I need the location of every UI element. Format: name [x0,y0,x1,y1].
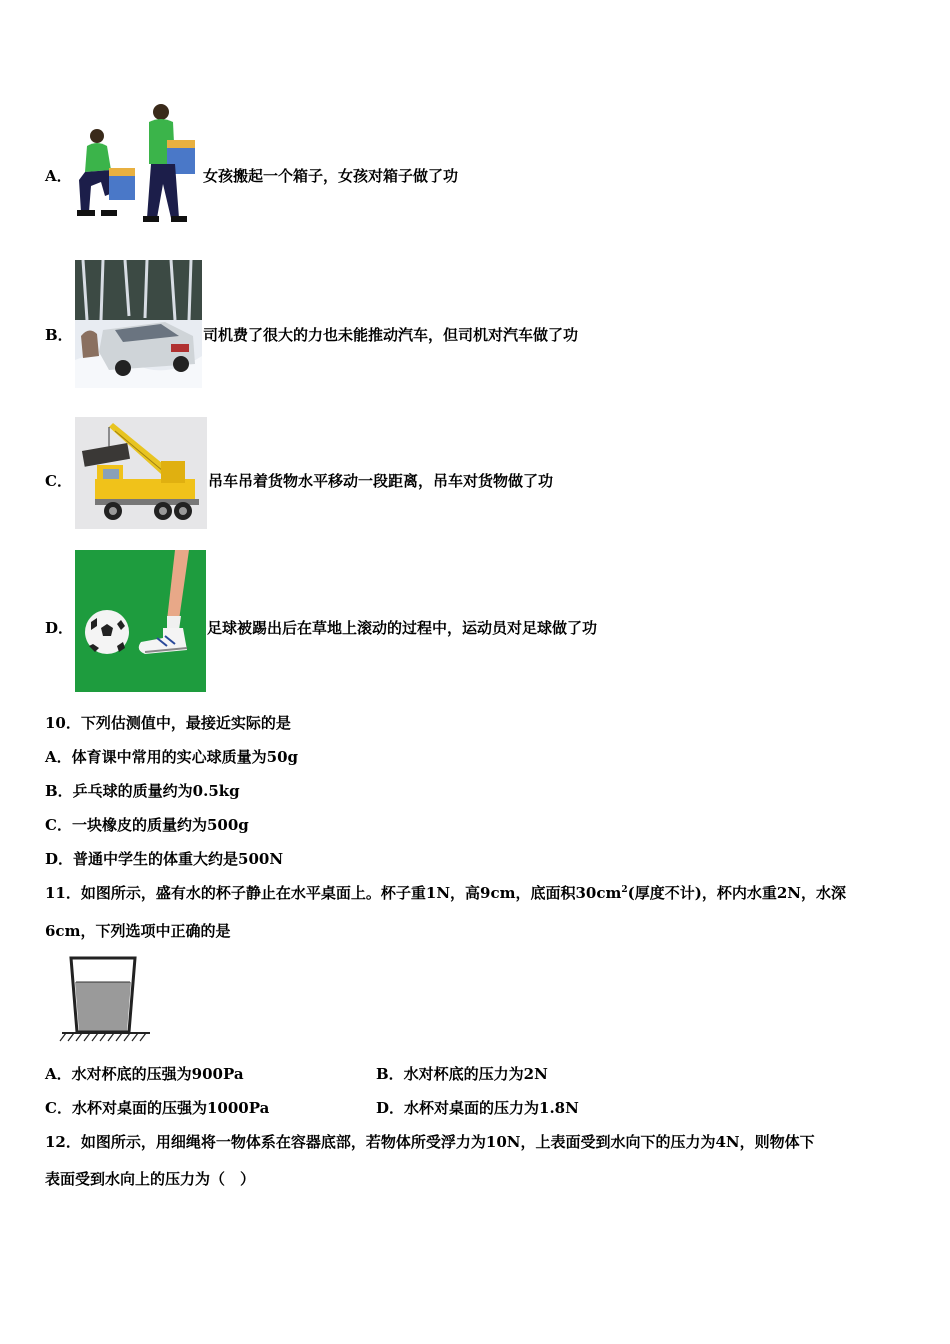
option-b-text: 司机费了很大的力也未能推动汽车，但司机对汽车做了功 [203,326,579,344]
q10-option-b: B．乒乓球的质量约为0.5kg [45,782,240,800]
cup-of-water-figure [58,952,154,1044]
q12-stem-line2: 表面受到水向上的压力为（ ） [45,1170,256,1188]
option-c-text: 吊车吊着货物水平移动一段距离，吊车对货物做了功 [208,472,554,490]
q10-option-d: D．普通中学生的体重大约是500N [45,850,284,868]
q10-stem: 10．下列估测值中，最接近实际的是 [45,714,291,732]
q11-stem-part1: 11．如图所示，盛有水的杯子静止在水平桌面上。杯子重1N，高9cm，底面积30cm [45,884,622,902]
q11-option-a: A．水对杯底的压强为900Pa [45,1065,244,1083]
q10-option-c: C．一块橡皮的质量约为500g [45,816,249,834]
q11-superscript: 2 [621,885,628,895]
option-d-text: 足球被踢出后在草地上滚动的过程中，运动员对足球做了功 [207,619,598,637]
q11-option-d: D．水杯对桌面的压力为1.8N [376,1099,579,1117]
option-d-letter: D． [45,619,74,637]
option-a-letter: A． [45,167,72,185]
q12-stem-line1: 12．如图所示，用细绳将一物体系在容器底部，若物体所受浮力为10N，上表面受到水向下的压力为4N，则物体下 [45,1133,815,1151]
q11-option-b: B．水对杯底的压力为2N [376,1065,548,1083]
q10-option-a: A．体育课中常用的实心球质量为50g [45,748,299,766]
q11-option-c: C．水杯对桌面的压强为1000Pa [45,1099,270,1117]
kicking-soccer-ball-image [75,550,206,692]
girl-lifting-box-image [75,100,203,228]
q11-stem-line1 [45,882,846,903]
q11-stem-part2: (厚度不计)，杯内水重2N，水深 [627,884,846,902]
option-b-letter: B． [45,326,73,344]
option-c-letter: C． [45,472,72,490]
toy-crane-truck-image [75,417,207,529]
q11-stem-line2: 6cm，下列选项中正确的是 [45,922,231,940]
car-in-snow-image [75,260,202,388]
option-a-text: 女孩搬起一个箱子，女孩对箱子做了功 [203,167,459,185]
